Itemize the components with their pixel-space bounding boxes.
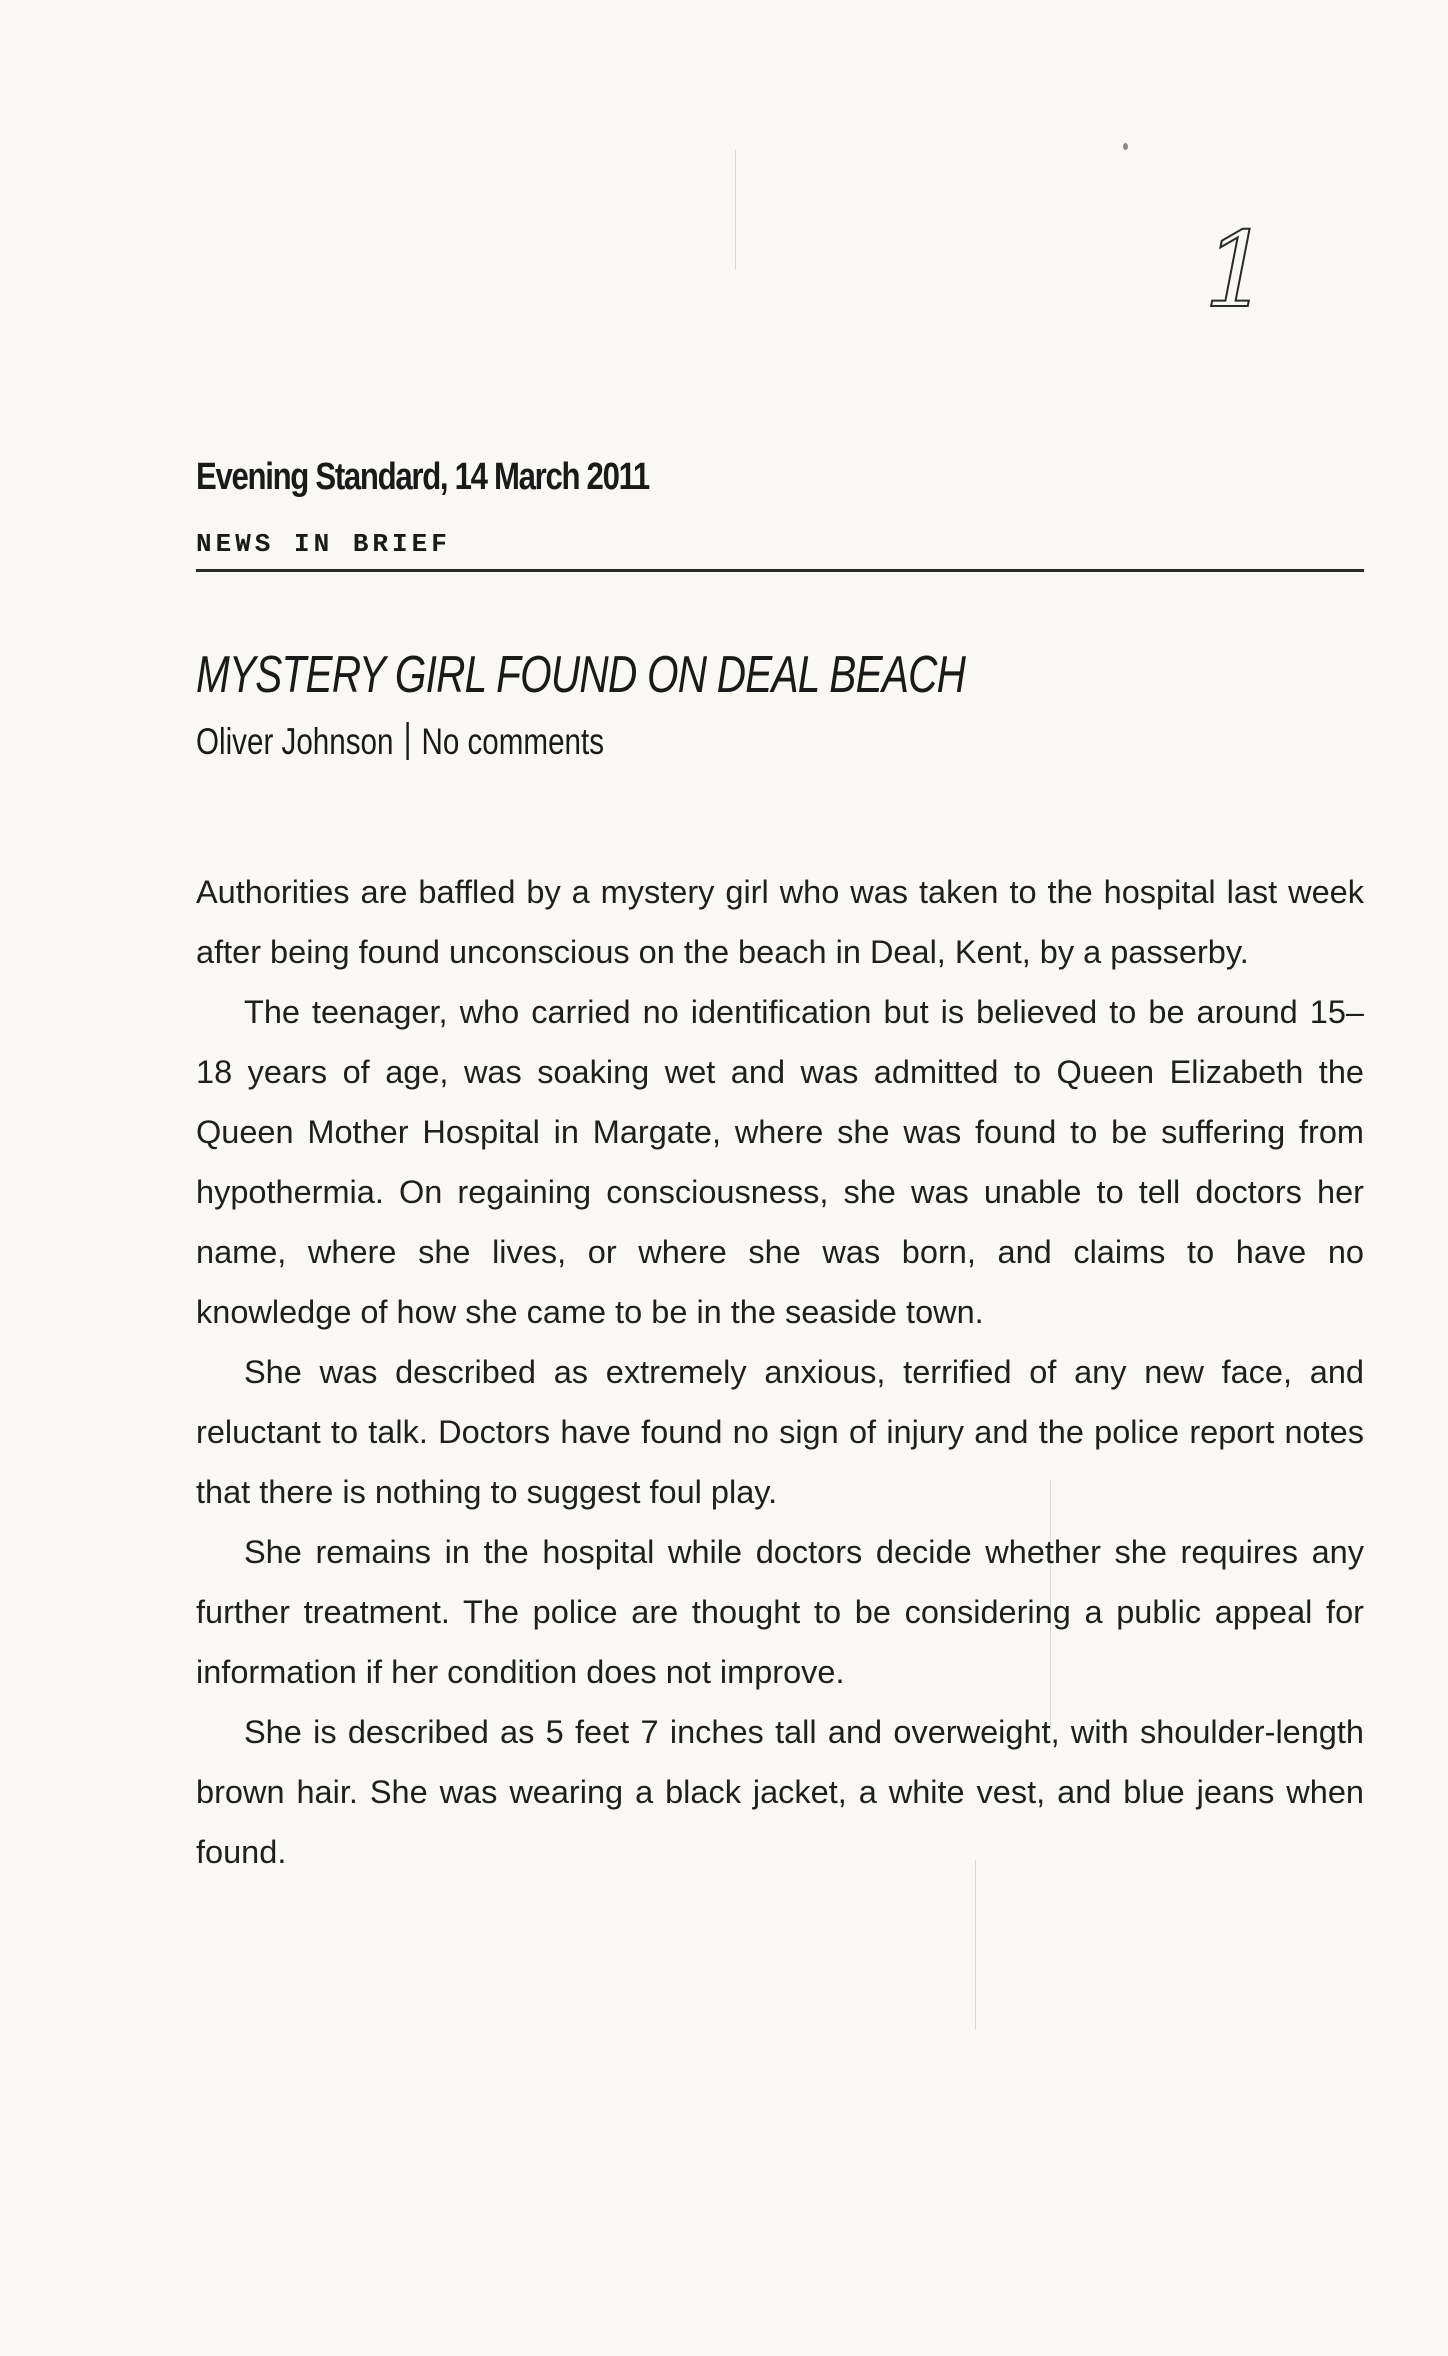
article-paragraph: The teenager, who carried no identification but is believed to be around 15–18 years of age, was soaking wet and was admitted to Queen Elizabeth the Queen Mother Hospital in Margate, where she was found to be suffering from hypothermia. On regaining consciousness, she was unable to tell doctors her name, where she lives, or where she was born, and claims to have no knowledge of how she came to be in the seaside town. bbox=[196, 994, 1364, 1330]
article-body bbox=[196, 862, 1364, 1882]
paper-scratch bbox=[735, 150, 736, 270]
byline-author: Oliver Johnson bbox=[196, 721, 394, 762]
byline bbox=[196, 721, 604, 763]
byline-comments: No comments bbox=[421, 721, 605, 762]
section-label: NEWS IN BRIEF bbox=[196, 529, 451, 559]
article-paragraph: She remains in the hospital while doctors decide whether she requires any further treatment. The police are thought to be considering a public appeal for information if her condition does not improve. bbox=[196, 1534, 1364, 1690]
paper-scratch bbox=[975, 1860, 976, 2030]
dateline: Evening Standard, 14 March 2011 bbox=[196, 456, 649, 498]
article-paragraph: She is described as 5 feet 7 inches tall and overweight, with shoulder-length brown hair. She was wearing a black jacket, a white vest, and blue jeans when found. bbox=[196, 1714, 1364, 1870]
chapter-number: 1 bbox=[1203, 209, 1270, 331]
paper-speck bbox=[1123, 143, 1128, 150]
article-paragraph: She was described as extremely anxious, terrified of any new face, and reluctant to talk. Doctors have found no sign of injury and the police report notes that there is nothing to suggest foul play. bbox=[196, 1354, 1364, 1510]
article-headline: MYSTERY GIRL FOUND ON DEAL BEACH bbox=[196, 646, 966, 704]
header-rule bbox=[196, 569, 1364, 572]
byline-separator bbox=[406, 722, 408, 760]
article-paragraph: Authorities are baffled by a mystery girl who was taken to the hospital last week after being found unconscious on the beach in Deal, Kent, by a passerby. bbox=[196, 874, 1364, 970]
